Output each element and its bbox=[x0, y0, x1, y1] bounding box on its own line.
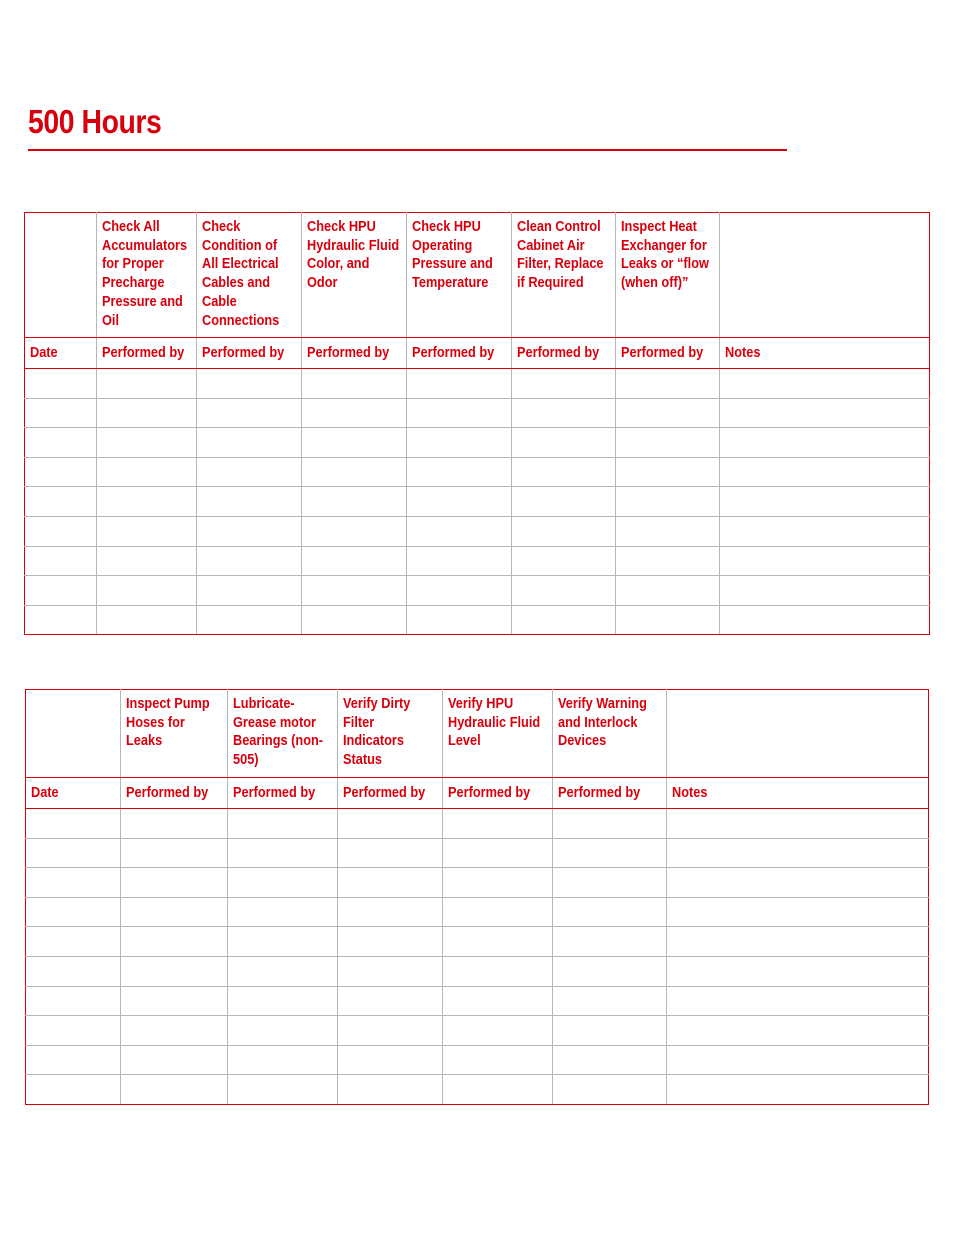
blank-header-cell bbox=[667, 690, 929, 778]
task-header-cell bbox=[197, 213, 302, 338]
performed-by-entry-cell[interactable] bbox=[443, 956, 553, 986]
performed-by-column-label: Performed by bbox=[407, 338, 512, 369]
performed-by-entry-cell[interactable] bbox=[197, 516, 302, 546]
performed-by-column-label: Performed by bbox=[228, 778, 338, 809]
date-column-label: Date bbox=[25, 338, 97, 369]
performed-by-entry-cell[interactable] bbox=[302, 487, 407, 517]
date-entry-cell[interactable] bbox=[26, 809, 121, 839]
performed-by-entry-cell[interactable] bbox=[338, 1075, 443, 1105]
performed-by-entry-cell[interactable] bbox=[553, 838, 667, 868]
performed-by-entry-cell[interactable] bbox=[407, 487, 512, 517]
log-entry-row bbox=[26, 927, 929, 957]
task-label: Check HPU Hydraulic Fluid Color, and Odor bbox=[307, 219, 400, 292]
task-label: Check All Accumulators for Proper Precharge Pressure and Oil bbox=[102, 219, 188, 329]
log-entry-row bbox=[26, 1075, 929, 1105]
date-entry-cell[interactable] bbox=[26, 897, 121, 927]
performed-by-entry-cell[interactable] bbox=[121, 809, 228, 839]
performed-by-column-label: Performed by bbox=[338, 778, 443, 809]
notes-column-label: Notes bbox=[667, 778, 929, 809]
performed-by-entry-cell[interactable] bbox=[512, 487, 616, 517]
notes-entry-cell[interactable] bbox=[667, 1075, 929, 1105]
performed-by-entry-cell[interactable] bbox=[228, 986, 338, 1016]
performed-by-entry-cell[interactable] bbox=[97, 398, 197, 428]
performed-by-entry-cell[interactable] bbox=[338, 1045, 443, 1075]
task-header-cell bbox=[512, 213, 616, 338]
performed-by-entry-cell[interactable] bbox=[407, 576, 512, 606]
performed-by-entry-cell[interactable] bbox=[616, 487, 720, 517]
log-entry-row bbox=[26, 897, 929, 927]
performed-by-entry-cell[interactable] bbox=[512, 398, 616, 428]
performed-by-entry-cell[interactable] bbox=[302, 369, 407, 399]
performed-by-entry-cell[interactable] bbox=[553, 868, 667, 898]
maintenance-log-table-1 bbox=[24, 212, 930, 635]
date-entry-cell[interactable] bbox=[25, 398, 97, 428]
performed-by-entry-cell[interactable] bbox=[121, 868, 228, 898]
performed-by-entry-cell[interactable] bbox=[512, 546, 616, 576]
performed-by-entry-cell[interactable] bbox=[228, 868, 338, 898]
performed-by-entry-cell[interactable] bbox=[228, 838, 338, 868]
performed-by-entry-cell[interactable] bbox=[97, 605, 197, 635]
performed-by-entry-cell[interactable] bbox=[512, 428, 616, 458]
notes-column-label: Notes bbox=[720, 338, 930, 369]
performed-by-entry-cell[interactable] bbox=[338, 986, 443, 1016]
performed-by-entry-cell[interactable] bbox=[97, 516, 197, 546]
date-entry-cell[interactable] bbox=[26, 927, 121, 957]
performed-by-column-label: Performed by bbox=[553, 778, 667, 809]
performed-by-entry-cell[interactable] bbox=[407, 428, 512, 458]
performed-by-entry-cell[interactable] bbox=[553, 986, 667, 1016]
log-entry-row bbox=[25, 516, 930, 546]
performed-by-entry-cell[interactable] bbox=[407, 516, 512, 546]
performed-by-entry-cell[interactable] bbox=[338, 956, 443, 986]
performed-by-column-label: Performed by bbox=[121, 778, 228, 809]
performed-by-entry-cell[interactable] bbox=[553, 1045, 667, 1075]
performed-by-entry-cell[interactable] bbox=[97, 546, 197, 576]
performed-by-entry-cell[interactable] bbox=[443, 868, 553, 898]
performed-by-entry-cell[interactable] bbox=[121, 897, 228, 927]
performed-by-entry-cell[interactable] bbox=[338, 1016, 443, 1046]
performed-by-entry-cell[interactable] bbox=[338, 868, 443, 898]
notes-entry-cell[interactable] bbox=[667, 897, 929, 927]
notes-entry-cell[interactable] bbox=[667, 1045, 929, 1075]
task-label: Check Condition of All Electrical Cables and Cable Connections bbox=[202, 219, 280, 329]
performed-by-entry-cell[interactable] bbox=[197, 398, 302, 428]
task-label: Verify Warning and Interlock Devices bbox=[558, 696, 647, 750]
task-header-cell bbox=[338, 690, 443, 778]
performed-by-entry-cell[interactable] bbox=[302, 576, 407, 606]
performed-by-entry-cell[interactable] bbox=[302, 398, 407, 428]
performed-by-column-label: Performed by bbox=[302, 338, 407, 369]
performed-by-entry-cell[interactable] bbox=[616, 457, 720, 487]
date-entry-cell[interactable] bbox=[25, 576, 97, 606]
performed-by-entry-cell[interactable] bbox=[97, 428, 197, 458]
performed-by-entry-cell[interactable] bbox=[338, 809, 443, 839]
notes-entry-cell[interactable] bbox=[720, 516, 930, 546]
performed-by-entry-cell[interactable] bbox=[121, 838, 228, 868]
notes-entry-cell[interactable] bbox=[720, 576, 930, 606]
performed-by-entry-cell[interactable] bbox=[443, 897, 553, 927]
performed-by-entry-cell[interactable] bbox=[512, 369, 616, 399]
performed-by-entry-cell[interactable] bbox=[197, 546, 302, 576]
blank-header-cell bbox=[25, 213, 97, 338]
log-entry-row bbox=[25, 428, 930, 458]
performed-by-entry-cell[interactable] bbox=[97, 457, 197, 487]
blank-header-cell bbox=[26, 690, 121, 778]
performed-by-entry-cell[interactable] bbox=[616, 369, 720, 399]
notes-entry-cell[interactable] bbox=[720, 457, 930, 487]
task-label: Inspect Pump Hoses for Leaks bbox=[126, 696, 210, 750]
task-label: Lubricate-Grease motor Bearings (non-505) bbox=[233, 696, 324, 769]
performed-by-entry-cell[interactable] bbox=[197, 487, 302, 517]
performed-by-entry-cell[interactable] bbox=[443, 986, 553, 1016]
task-header-cell bbox=[302, 213, 407, 338]
performed-by-entry-cell[interactable] bbox=[97, 576, 197, 606]
log-entry-row bbox=[25, 546, 930, 576]
log-entry-row bbox=[25, 398, 930, 428]
performed-by-entry-cell[interactable] bbox=[512, 516, 616, 546]
performed-by-entry-cell[interactable] bbox=[553, 809, 667, 839]
performed-by-entry-cell[interactable] bbox=[121, 1075, 228, 1105]
performed-by-entry-cell[interactable] bbox=[553, 1016, 667, 1046]
task-label: Check HPU Operating Pressure and Temperature bbox=[412, 219, 493, 292]
performed-by-entry-cell[interactable] bbox=[197, 576, 302, 606]
performed-by-entry-cell[interactable] bbox=[121, 986, 228, 1016]
date-entry-cell[interactable] bbox=[25, 516, 97, 546]
log-entry-row bbox=[26, 986, 929, 1016]
performed-by-entry-cell[interactable] bbox=[228, 1075, 338, 1105]
performed-by-entry-cell[interactable] bbox=[407, 398, 512, 428]
log-entry-row bbox=[26, 868, 929, 898]
performed-by-entry-cell[interactable] bbox=[407, 605, 512, 635]
notes-entry-cell[interactable] bbox=[720, 369, 930, 399]
performed-by-entry-cell[interactable] bbox=[228, 1016, 338, 1046]
date-entry-cell[interactable] bbox=[25, 487, 97, 517]
performed-by-entry-cell[interactable] bbox=[302, 428, 407, 458]
task-header-cell bbox=[443, 690, 553, 778]
performed-by-entry-cell[interactable] bbox=[616, 576, 720, 606]
performed-by-entry-cell[interactable] bbox=[197, 605, 302, 635]
performed-by-entry-cell[interactable] bbox=[338, 927, 443, 957]
task-header-cell bbox=[121, 690, 228, 778]
performed-by-entry-cell[interactable] bbox=[443, 838, 553, 868]
performed-by-entry-cell[interactable] bbox=[443, 1045, 553, 1075]
performed-by-entry-cell[interactable] bbox=[512, 576, 616, 606]
performed-by-entry-cell[interactable] bbox=[121, 1045, 228, 1075]
performed-by-entry-cell[interactable] bbox=[302, 546, 407, 576]
performed-by-entry-cell[interactable] bbox=[197, 428, 302, 458]
notes-entry-cell[interactable] bbox=[667, 809, 929, 839]
date-entry-cell[interactable] bbox=[25, 605, 97, 635]
notes-entry-cell[interactable] bbox=[720, 487, 930, 517]
performed-by-entry-cell[interactable] bbox=[121, 956, 228, 986]
performed-by-entry-cell[interactable] bbox=[553, 1075, 667, 1105]
notes-entry-cell[interactable] bbox=[667, 868, 929, 898]
performed-by-entry-cell[interactable] bbox=[228, 1045, 338, 1075]
date-entry-cell[interactable] bbox=[26, 868, 121, 898]
performed-by-entry-cell[interactable] bbox=[616, 516, 720, 546]
performed-by-entry-cell[interactable] bbox=[553, 897, 667, 927]
date-entry-cell[interactable] bbox=[26, 838, 121, 868]
performed-by-entry-cell[interactable] bbox=[553, 927, 667, 957]
log-entry-row bbox=[25, 605, 930, 635]
log-entry-row bbox=[26, 1045, 929, 1075]
notes-entry-cell[interactable] bbox=[667, 1016, 929, 1046]
date-entry-cell[interactable] bbox=[26, 956, 121, 986]
task-label: Verify HPU Hydraulic Fluid Level bbox=[448, 696, 541, 750]
performed-by-entry-cell[interactable] bbox=[616, 546, 720, 576]
task-header-cell bbox=[97, 213, 197, 338]
task-header-row bbox=[25, 213, 930, 338]
date-column-label: Date bbox=[26, 778, 121, 809]
performed-by-entry-cell[interactable] bbox=[121, 927, 228, 957]
performed-by-entry-cell[interactable] bbox=[512, 457, 616, 487]
performed-by-entry-cell[interactable] bbox=[407, 369, 512, 399]
performed-by-entry-cell[interactable] bbox=[97, 369, 197, 399]
notes-entry-cell[interactable] bbox=[720, 605, 930, 635]
date-entry-cell[interactable] bbox=[25, 457, 97, 487]
notes-entry-cell[interactable] bbox=[667, 956, 929, 986]
blank-header-cell bbox=[720, 213, 930, 338]
task-label: Verify Dirty Filter Indicators Status bbox=[343, 696, 411, 769]
performed-by-column-label: Performed by bbox=[97, 338, 197, 369]
performed-by-entry-cell[interactable] bbox=[443, 927, 553, 957]
performed-by-entry-cell[interactable] bbox=[616, 605, 720, 635]
task-header-row bbox=[26, 690, 929, 778]
maintenance-log-table-2 bbox=[25, 689, 929, 1105]
log-entry-row bbox=[26, 838, 929, 868]
performed-by-entry-cell[interactable] bbox=[443, 1016, 553, 1046]
notes-entry-cell[interactable] bbox=[720, 428, 930, 458]
performed-by-column-label: Performed by bbox=[512, 338, 616, 369]
performed-by-entry-cell[interactable] bbox=[228, 809, 338, 839]
performed-by-entry-cell[interactable] bbox=[443, 809, 553, 839]
page-title: 500 Hours bbox=[28, 103, 162, 140]
title-underline bbox=[28, 149, 787, 151]
date-entry-cell[interactable] bbox=[26, 1075, 121, 1105]
performed-by-entry-cell[interactable] bbox=[512, 605, 616, 635]
performed-by-column-label: Performed by bbox=[197, 338, 302, 369]
task-label: Inspect Heat Exchanger for Leaks or “flow (when off)” bbox=[621, 219, 709, 292]
column-label-row bbox=[26, 778, 929, 809]
performed-by-entry-cell[interactable] bbox=[228, 897, 338, 927]
task-header-cell bbox=[616, 213, 720, 338]
performed-by-entry-cell[interactable] bbox=[616, 428, 720, 458]
log-entry-row bbox=[25, 369, 930, 399]
date-entry-cell[interactable] bbox=[25, 428, 97, 458]
performed-by-entry-cell[interactable] bbox=[302, 605, 407, 635]
date-entry-cell[interactable] bbox=[26, 986, 121, 1016]
performed-by-entry-cell[interactable] bbox=[443, 1075, 553, 1105]
column-label-row bbox=[25, 338, 930, 369]
performed-by-entry-cell[interactable] bbox=[228, 956, 338, 986]
log-entry-row bbox=[25, 576, 930, 606]
performed-by-entry-cell[interactable] bbox=[553, 956, 667, 986]
task-label: Clean Control Cabinet Air Filter, Replace if Required bbox=[517, 219, 604, 292]
performed-by-entry-cell[interactable] bbox=[616, 398, 720, 428]
performed-by-entry-cell[interactable] bbox=[302, 457, 407, 487]
notes-entry-cell[interactable] bbox=[667, 986, 929, 1016]
date-entry-cell[interactable] bbox=[25, 369, 97, 399]
date-entry-cell[interactable] bbox=[26, 1045, 121, 1075]
notes-entry-cell[interactable] bbox=[667, 838, 929, 868]
notes-entry-cell[interactable] bbox=[720, 398, 930, 428]
task-header-cell bbox=[407, 213, 512, 338]
notes-entry-cell[interactable] bbox=[720, 546, 930, 576]
log-entry-row bbox=[25, 487, 930, 517]
performed-by-entry-cell[interactable] bbox=[97, 487, 197, 517]
performed-by-column-label: Performed by bbox=[443, 778, 553, 809]
performed-by-entry-cell[interactable] bbox=[197, 457, 302, 487]
performed-by-entry-cell[interactable] bbox=[121, 1016, 228, 1046]
performed-by-column-label: Performed by bbox=[616, 338, 720, 369]
log-entry-row bbox=[26, 809, 929, 839]
performed-by-entry-cell[interactable] bbox=[302, 516, 407, 546]
performed-by-entry-cell[interactable] bbox=[407, 457, 512, 487]
performed-by-entry-cell[interactable] bbox=[407, 546, 512, 576]
performed-by-entry-cell[interactable] bbox=[338, 897, 443, 927]
performed-by-entry-cell[interactable] bbox=[228, 927, 338, 957]
date-entry-cell[interactable] bbox=[25, 546, 97, 576]
task-header-cell bbox=[553, 690, 667, 778]
log-entry-row bbox=[26, 1016, 929, 1046]
performed-by-entry-cell[interactable] bbox=[338, 838, 443, 868]
log-entry-row bbox=[26, 956, 929, 986]
task-header-cell bbox=[228, 690, 338, 778]
log-entry-row bbox=[25, 457, 930, 487]
notes-entry-cell[interactable] bbox=[667, 927, 929, 957]
date-entry-cell[interactable] bbox=[26, 1016, 121, 1046]
performed-by-entry-cell[interactable] bbox=[197, 369, 302, 399]
